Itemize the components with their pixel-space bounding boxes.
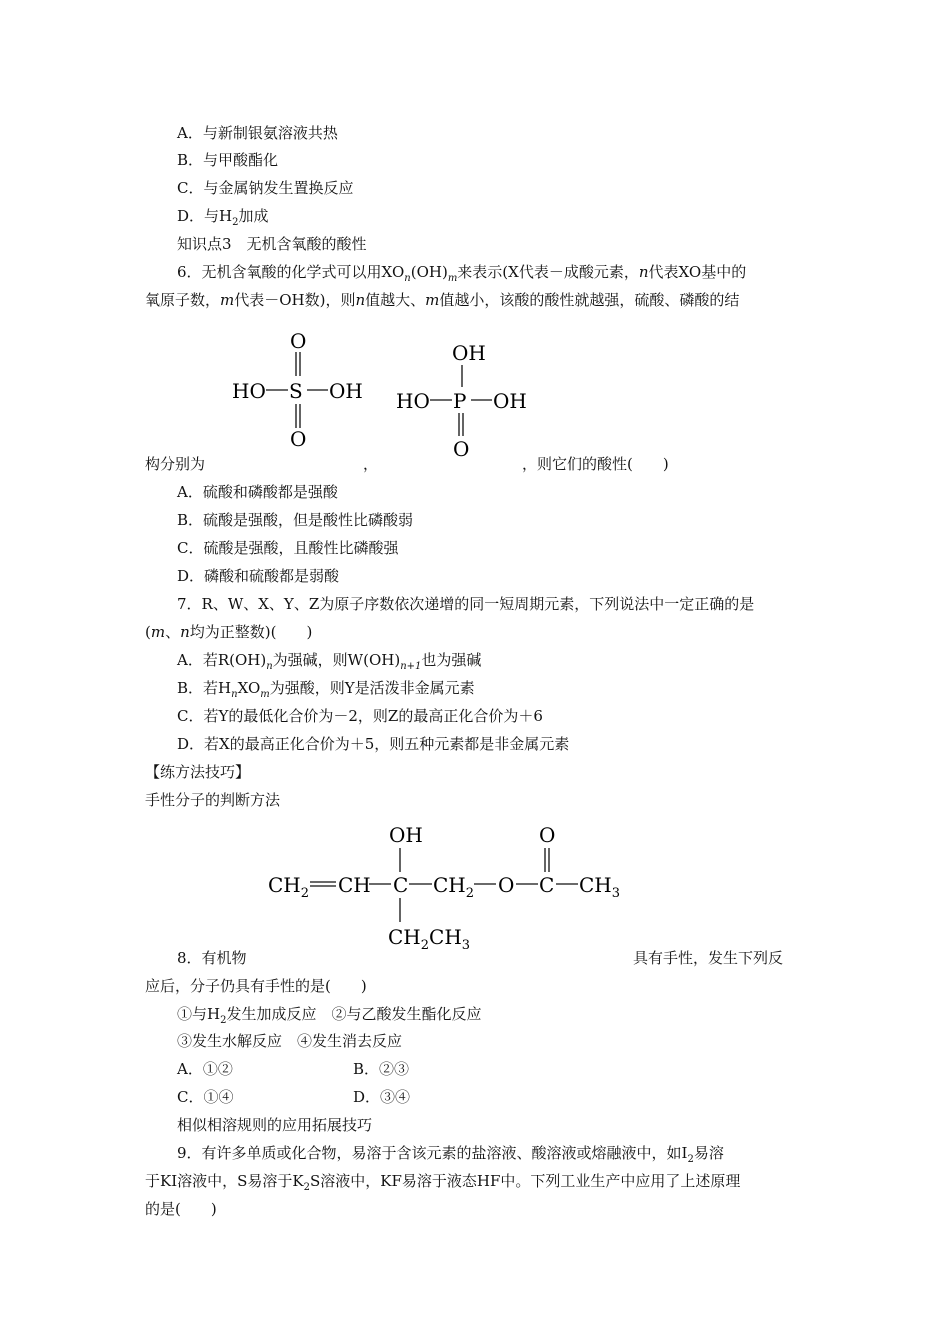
- q8-choices-1: ①与$H_2$发生加成反应 ②与乙酸发生酯化反应: [177, 1005, 482, 1026]
- q8-option-b: B．②③: [353, 1060, 410, 1078]
- molecule-c2: C: [539, 873, 555, 897]
- q9-line-3: 的是( ): [145, 1200, 217, 1218]
- q9-line-2: 于KI溶液中，S易溶于$K_2S$溶液中，KF易溶于液态HF中。下列工业生产中应用了上述原理: [145, 1172, 741, 1193]
- q5-option-b: B．与甲酸酯化: [177, 151, 279, 169]
- q6-line-2: 氧原子数，m代表－OH数)，则n值越大、m值越小，该酸的酸性就越强，硫酸、磷酸的结: [145, 291, 740, 309]
- molecule-ch3: $CH_3$: [579, 873, 621, 901]
- phosphoric-oh-right: OH: [493, 389, 527, 413]
- q5-option-a: A．与新制银氨溶液共热: [177, 124, 338, 142]
- phosphoric-ho: HO: [396, 389, 430, 413]
- phosphoric-p: P: [453, 389, 467, 413]
- molecule-oh: OH: [389, 823, 423, 847]
- molecule-ethyl: $CH_2CH_3$: [388, 925, 471, 953]
- sulfuric-acid-structure: [228, 328, 368, 453]
- q7-option-a: A．若$R(OH)_n$为强碱，则$W(OH)_{n+1}$也为强碱: [177, 651, 482, 672]
- molecule-ch2b: $CH_2$: [433, 873, 475, 901]
- q6-option-a: A．硫酸和磷酸都是强酸: [177, 483, 338, 501]
- q5-option-c: C．与金属钠发生置换反应: [177, 179, 354, 197]
- q8-line-2: 应后，分子仍具有手性的是( ): [145, 977, 367, 995]
- molecule-ch2: $CH_2$: [268, 873, 310, 901]
- method-heading-solubility: 相似相溶规则的应用拓展技巧: [177, 1116, 373, 1134]
- section-heading: 【练方法技巧】: [145, 763, 251, 781]
- q6-option-d: D．磷酸和硫酸都是弱酸: [177, 567, 340, 585]
- q5-option-d: D．与$H_2$加成: [177, 207, 269, 228]
- method-heading-chirality: 手性分子的判断方法: [145, 791, 281, 809]
- molecule-c: C: [393, 873, 409, 897]
- q8-choices-2: ③发生水解反应 ④发生消去反应: [177, 1032, 403, 1050]
- q6-option-c: C．硫酸是强酸，且酸性比磷酸强: [177, 539, 399, 557]
- knowledge-point-heading: 知识点3 无机含氧酸的酸性: [177, 235, 367, 253]
- molecule-o: O: [498, 873, 515, 897]
- q8-line-1: 8．有机物: [177, 949, 247, 967]
- q8-option-c: C．①④: [177, 1088, 234, 1106]
- q7-option-b: B．若$H_nXO_m$为强酸，则Y是活泼非金属元素: [177, 679, 475, 700]
- q7-line-1: 7．R、W、X、Y、Z为原子序数依次递增的同一短周期元素，下列说法中一定正确的是: [177, 595, 755, 613]
- q8-line-1-tail: 具有手性，发生下列反: [633, 949, 784, 967]
- q6-line-1: 6．无机含氧酸的化学式可以用$XO_n(OH)_m$来表示(X代表－成酸元素，n代表XO基中的: [177, 263, 747, 284]
- molecule-ch: CH: [338, 873, 371, 897]
- phosphoric-o-bottom: O: [453, 437, 470, 461]
- sulfuric-o-bottom: O: [290, 427, 307, 451]
- phosphoric-oh-top: OH: [452, 341, 486, 365]
- q7-option-c: C．若Y的最低化合价为－2，则Z的最高正化合价为＋6: [177, 707, 543, 725]
- sulfuric-ho: HO: [232, 379, 266, 403]
- sulfuric-s: S: [289, 379, 303, 403]
- q9-line-1: 9．有许多单质或化合物，易溶于含该元素的盐溶液、酸溶液或熔融液中，如$I_2$易溶: [177, 1144, 724, 1165]
- organic-molecule-structure: [266, 820, 626, 954]
- q8-option-a: A．①②: [177, 1060, 233, 1078]
- q8-option-d: D．③④: [353, 1088, 411, 1106]
- molecule-o-top: O: [539, 823, 556, 847]
- sulfuric-o-top: O: [290, 329, 307, 353]
- q6-line-3: 构分别为 ， ，则它们的酸性( ): [145, 455, 669, 473]
- phosphoric-acid-structure: [392, 340, 532, 462]
- q7-line-2: (m、n均为正整数)( ): [145, 623, 313, 641]
- q7-option-d: D．若X的最高正化合价为＋5，则五种元素都是非金属元素: [177, 735, 570, 753]
- sulfuric-oh: OH: [329, 379, 363, 403]
- q6-option-b: B．硫酸是强酸，但是酸性比磷酸弱: [177, 511, 414, 529]
